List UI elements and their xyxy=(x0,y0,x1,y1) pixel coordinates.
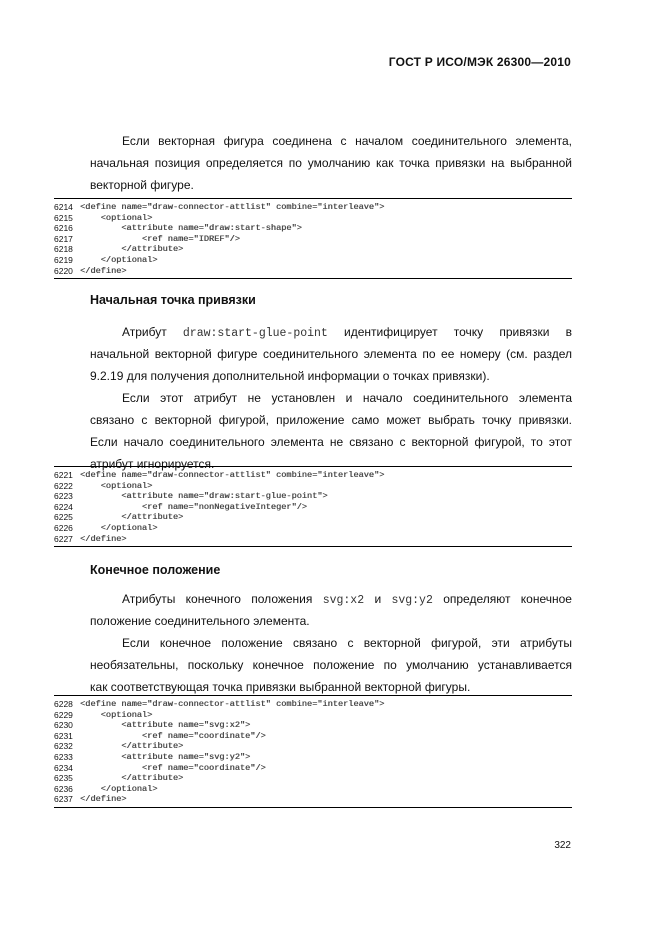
code-line xyxy=(54,255,572,266)
paragraph-2-body xyxy=(90,321,572,387)
paragraph-line: связано с векторной фигурой, приложение само может выбрать точку привязки. xyxy=(90,413,572,427)
code-text: <optional> xyxy=(80,709,153,720)
text-run: Атрибуты конечного положения xyxy=(122,592,313,606)
code-line xyxy=(54,763,572,774)
line-number: 6223 xyxy=(54,491,73,502)
code-text: </define> xyxy=(80,265,127,276)
line-number: 6222 xyxy=(54,480,73,491)
code-line xyxy=(54,481,572,492)
code-line xyxy=(54,534,572,545)
line-number: 6235 xyxy=(54,773,73,784)
paragraph-line: положение соединительного элемента. xyxy=(90,614,310,628)
line-number: 6216 xyxy=(54,223,73,234)
paragraph-line: начальной векторной фигуре соединительного элемента по ее номеру (см. раздел xyxy=(90,347,572,361)
code-line xyxy=(54,523,572,534)
code-text: <ref name="coordinate"/> xyxy=(80,730,266,741)
code-line xyxy=(54,794,572,805)
code-text: <attribute name="draw:start-shape"> xyxy=(80,223,302,234)
code-line xyxy=(54,741,572,752)
code-line xyxy=(54,699,572,710)
code-line xyxy=(54,491,572,502)
paragraph-line xyxy=(90,321,572,343)
code-line xyxy=(54,773,572,784)
line-number: 6231 xyxy=(54,730,73,741)
code-line xyxy=(54,752,572,763)
code-line xyxy=(54,470,572,481)
code-text: </optional> xyxy=(80,783,158,794)
code-line xyxy=(54,512,572,523)
section-heading-2: Конечное положение xyxy=(90,563,221,577)
line-number: 6225 xyxy=(54,512,73,523)
line-number: 6218 xyxy=(54,244,73,255)
paragraph-line: Если начало соединительного элемента не связано с векторной фигурой, то этот xyxy=(90,435,572,449)
line-number: 6230 xyxy=(54,720,73,731)
code-text: </attribute> xyxy=(80,773,184,784)
line-number: 6234 xyxy=(54,762,73,773)
code-text: <define name="draw-connector-attlist" combine="interleave"> xyxy=(80,699,385,709)
paragraph-line xyxy=(90,588,572,610)
code-line xyxy=(54,213,572,224)
code-line xyxy=(54,710,572,721)
paragraph-line: Если конечное положение связано с векторной фигурой, эти атрибуты xyxy=(122,636,572,650)
inline-code: svg:x2 xyxy=(322,594,365,607)
code-line xyxy=(54,731,572,742)
code-text: <ref name="coordinate"/> xyxy=(80,762,266,773)
code-text: </attribute> xyxy=(80,244,184,255)
paragraph-line: начальная позиция определяется по умолчанию как точка привязки на выбранной xyxy=(90,156,572,170)
code-line xyxy=(54,720,572,731)
code-text: <define name="draw-connector-attlist" combine="interleave"> xyxy=(80,470,385,480)
paragraph-line: необязательны, поскольку конечное положение по умолчанию устанавливается xyxy=(90,658,572,672)
code-block-3 xyxy=(54,695,572,808)
line-number: 6217 xyxy=(54,233,73,244)
code-text: <ref name="nonNegativeInteger"/> xyxy=(80,501,307,512)
line-number: 6221 xyxy=(54,470,73,480)
line-number: 6227 xyxy=(54,533,73,544)
code-line xyxy=(54,244,572,255)
code-text: </define> xyxy=(80,533,127,544)
paragraph-line: векторной фигуре. xyxy=(90,178,194,192)
line-number: 6237 xyxy=(54,794,73,805)
code-line xyxy=(54,234,572,245)
line-number: 6228 xyxy=(54,699,73,709)
paragraph-4 xyxy=(90,588,572,632)
code-text: </attribute> xyxy=(80,512,184,523)
line-number: 6236 xyxy=(54,783,73,794)
paragraph-line: Если этот атрибут не установлен и начало соединительного элемента xyxy=(122,391,572,405)
line-number: 6224 xyxy=(54,501,73,512)
line-number: 6232 xyxy=(54,741,73,752)
line-number: 6219 xyxy=(54,254,73,265)
code-text: </attribute> xyxy=(80,741,184,752)
section-heading-1: Начальная точка привязки xyxy=(90,293,256,307)
paragraph-line: атрибут игнорируется. xyxy=(90,457,215,471)
code-line xyxy=(54,223,572,234)
code-block-2 xyxy=(54,466,572,547)
code-text: </define> xyxy=(80,794,127,805)
text-run: идентифицирует точку привязки в xyxy=(344,325,572,339)
text-run: определяют конечное xyxy=(443,592,572,606)
paragraph-line: как соответствующая точка привязки выбранной векторной фигуры. xyxy=(90,680,471,694)
inline-code: draw:start-glue-point xyxy=(182,327,328,340)
text-run: Атрибут xyxy=(122,325,167,339)
code-line xyxy=(54,784,572,795)
text-run: и xyxy=(374,592,382,606)
code-text: <attribute name="svg:x2"> xyxy=(80,720,251,731)
paragraph-line: 9.2.19 для получения дополнительной информации о точках привязки). xyxy=(90,369,490,383)
page-number: 322 xyxy=(554,840,571,851)
code-text: <attribute name="draw:start-glue-point"> xyxy=(80,491,328,502)
code-text: <optional> xyxy=(80,212,153,223)
paragraph-3 xyxy=(90,387,572,475)
code-text: <attribute name="svg:y2"> xyxy=(80,751,251,762)
paragraph-1 xyxy=(90,130,572,196)
document-header: ГОСТ Р ИСО/МЭК 26300—2010 xyxy=(388,55,571,69)
line-number: 6214 xyxy=(54,202,73,212)
code-block-1 xyxy=(54,198,572,279)
paragraph-line: Если векторная фигура соединена с началом соединительного элемента, xyxy=(122,134,572,148)
code-line xyxy=(54,502,572,513)
line-number: 6220 xyxy=(54,265,73,276)
line-number: 6229 xyxy=(54,709,73,720)
line-number: 6226 xyxy=(54,522,73,533)
code-text: </optional> xyxy=(80,254,158,265)
line-number: 6215 xyxy=(54,212,73,223)
code-text: </optional> xyxy=(80,522,158,533)
code-text: <optional> xyxy=(80,480,153,491)
code-text: <ref name="IDREF"/> xyxy=(80,233,240,244)
line-number: 6233 xyxy=(54,751,73,762)
code-text: <define name="draw-connector-attlist" combine="interleave"> xyxy=(80,202,385,212)
paragraph-5 xyxy=(90,632,572,698)
inline-code: svg:y2 xyxy=(391,594,433,607)
code-line xyxy=(54,202,572,213)
code-line xyxy=(54,266,572,277)
